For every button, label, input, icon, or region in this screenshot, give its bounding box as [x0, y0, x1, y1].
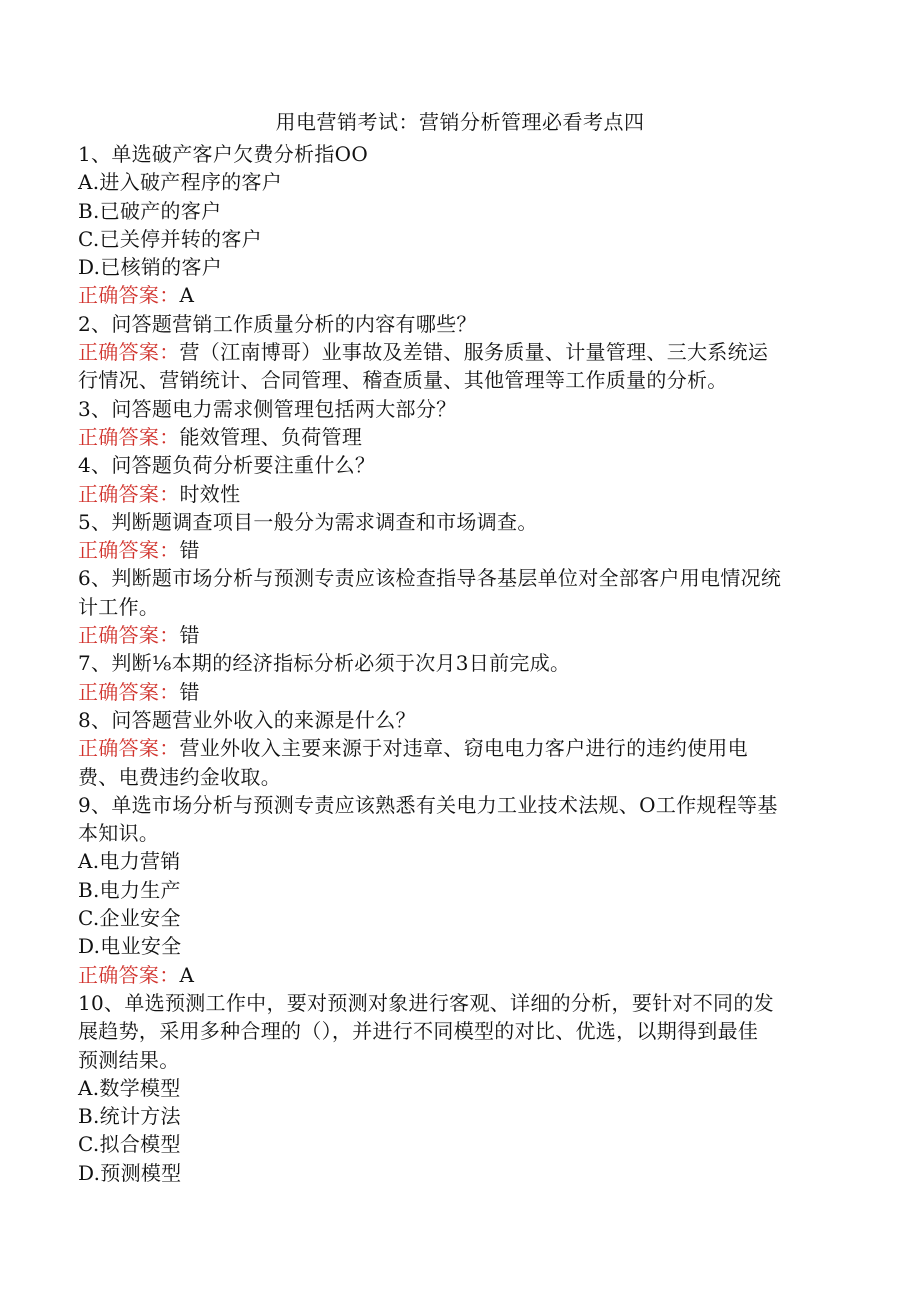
question-text: 6、判断题市场分析与预测专责应该检查指导各基层单位对全部客户用电情况统 [78, 566, 782, 591]
correct-answer [78, 338, 838, 366]
question-text: 计工作。 [78, 594, 160, 619]
question-text: 8、问答题营业外收入的来源是什么？ [78, 707, 416, 732]
correct-answer-label: 正确答案： [78, 424, 180, 449]
question-text: 3、问答题电力需求侧管理包括两大部分？ [78, 396, 457, 421]
question-8 [78, 706, 838, 791]
correct-answer [78, 366, 838, 394]
answer-option: B.已破产的客户 [78, 198, 222, 223]
correct-answer [78, 423, 838, 451]
document-title: 用电营销考试：营销分析管理必看考点四 [275, 110, 645, 134]
correct-answer [78, 961, 838, 989]
correct-answer-text: 营（江南博哥）业事故及差错、服务质量、计量管理、三大系统运 [179, 340, 769, 365]
correct-answer-text: 错 [179, 538, 200, 563]
question-text: 9、单选市场分析与预测专责应该熟悉有关电力工业技术法规、O工作规程等基 [78, 792, 778, 817]
question-text: 4、问答题负荷分析要注重什么？ [78, 453, 376, 478]
correct-answer-label: 正确答案： [78, 623, 180, 648]
question-text: 本知识。 [78, 821, 160, 846]
correct-answer [78, 621, 838, 649]
correct-answer-label: 正确答案： [78, 481, 180, 506]
question-7 [78, 649, 838, 706]
question-text: 5、判断题调查项目一般分为需求调查和市场调查。 [78, 509, 538, 534]
question-text: 7、判断⅛本期的经济指标分析必须于次月3日前完成。 [78, 651, 571, 676]
answer-option: C.已关停并转的客户 [78, 226, 262, 251]
answer-option: C.企业安全 [78, 906, 181, 931]
correct-answer [78, 678, 838, 706]
correct-answer-text: 错 [179, 623, 200, 648]
correct-answer-text: 错 [179, 679, 200, 704]
correct-answer-text: A [179, 283, 195, 308]
correct-answer [78, 734, 838, 762]
correct-answer [78, 281, 838, 309]
correct-answer-text: 行情况、营销统计、合同管理、稽查质量、其他管理等工作质量的分析。 [78, 368, 728, 393]
question-text: 1、单选破产客户欠费分析指OO [78, 142, 369, 166]
correct-answer [78, 480, 838, 508]
correct-answer [78, 536, 838, 564]
correct-answer-label: 正确答案： [78, 679, 180, 704]
correct-answer-text: A [179, 962, 195, 987]
question-2 [78, 310, 838, 395]
answer-option: D.电业安全 [78, 934, 182, 959]
answer-option: D.已核销的客户 [78, 255, 223, 280]
answer-option: B.统计方法 [78, 1104, 181, 1129]
answer-option: A.数学模型 [78, 1075, 181, 1100]
question-text: 2、问答题营销工作质量分析的内容有哪些？ [78, 311, 477, 336]
answer-option: D.预测模型 [78, 1160, 182, 1185]
correct-answer-label: 正确答案： [78, 538, 180, 563]
question-text: 预测结果。 [78, 1047, 180, 1072]
question-9 [78, 791, 838, 989]
answer-option: A.进入破产程序的客户 [78, 170, 283, 195]
correct-answer-text: 营业外收入主要来源于对违章、窃电电力客户进行的违约使用电 [179, 736, 748, 761]
question-5 [78, 508, 838, 565]
correct-answer-text: 时效性 [179, 481, 241, 506]
question-1 [78, 140, 838, 310]
answer-option: B.电力生产 [78, 877, 181, 902]
question-list [78, 140, 838, 1187]
correct-answer-label: 正确答案： [78, 962, 180, 987]
question-6 [78, 564, 838, 649]
correct-answer-label: 正确答案： [78, 340, 180, 365]
question-text: 10、单选预测工作中，要对预测对象进行客观、详细的分析，要针对不同的发 [78, 990, 774, 1015]
question-10 [78, 989, 838, 1187]
answer-option: C.拟合模型 [78, 1132, 181, 1157]
question-4 [78, 451, 838, 508]
question-3 [78, 395, 838, 452]
correct-answer-label: 正确答案： [78, 283, 180, 308]
question-text: 展趋势，采用多种合理的（），并进行不同模型的对比、优选，以期得到最佳 [78, 1019, 759, 1044]
answer-option: A.电力营销 [78, 849, 181, 874]
correct-answer-text: 费、电费违约金收取。 [78, 764, 281, 789]
correct-answer-label: 正确答案： [78, 736, 180, 761]
correct-answer [78, 763, 838, 791]
correct-answer-text: 能效管理、负荷管理 [179, 424, 363, 449]
